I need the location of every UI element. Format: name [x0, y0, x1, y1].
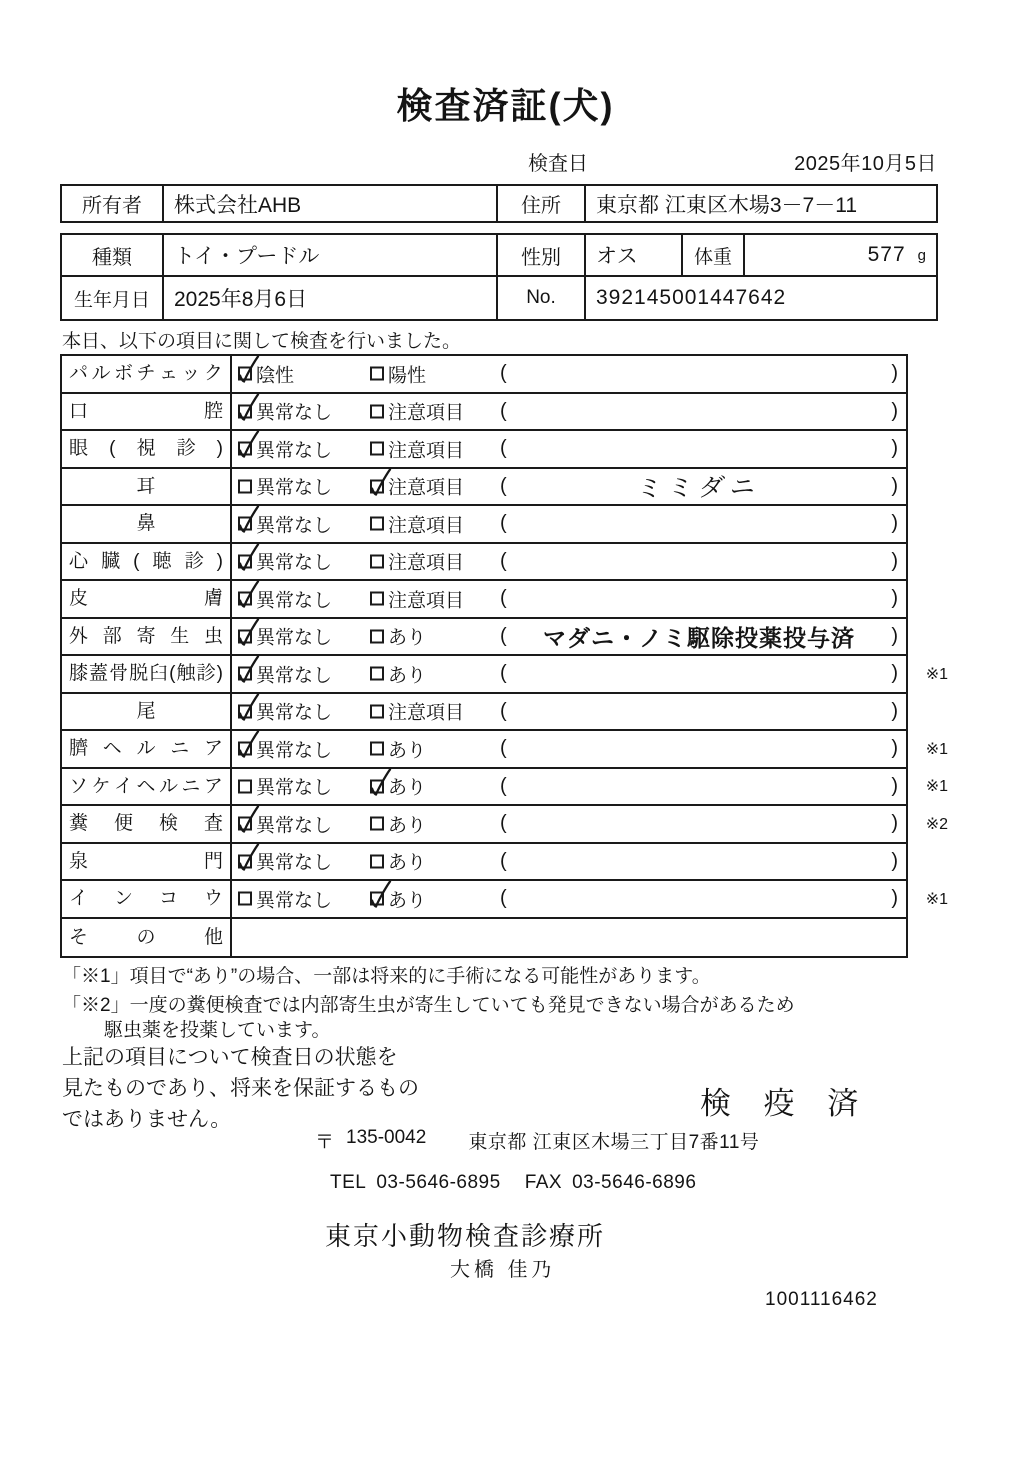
exam-row	[62, 806, 948, 844]
exam-option-label: 異常なし	[256, 552, 333, 574]
fax-label: FAX	[524, 1172, 563, 1193]
exam-row-body	[232, 731, 906, 767]
breed-row	[62, 235, 936, 277]
exam-remarks	[500, 619, 898, 655]
number-value: 392145001447642	[596, 286, 787, 309]
handwritten-check-icon	[235, 355, 262, 388]
exam-option-label: 異常なし	[256, 665, 333, 687]
paren-close: )	[891, 474, 898, 497]
inspection-date-line	[0, 147, 1011, 175]
reference-mark: ※1	[925, 778, 948, 796]
paren-open: (	[500, 399, 507, 422]
handwritten-check-icon	[235, 805, 262, 838]
weight-label: 体重	[683, 235, 745, 275]
exam-option-1	[238, 473, 332, 500]
paren-open: (	[500, 437, 507, 460]
checkbox-icon	[370, 592, 384, 606]
exam-table	[60, 354, 948, 958]
checkbox-icon	[238, 779, 252, 793]
exam-option-2	[370, 735, 426, 762]
exam-row	[62, 694, 906, 732]
exam-remarks	[500, 731, 898, 767]
paren-open: (	[500, 887, 507, 910]
exam-option-1	[238, 660, 332, 687]
remark-text: ミミダニ	[634, 473, 763, 504]
exam-row	[62, 394, 906, 432]
reference-mark: ※1	[925, 665, 948, 683]
exam-remarks	[500, 431, 898, 467]
exam-option-label: あり	[388, 890, 427, 912]
exam-option-2	[370, 773, 426, 800]
exam-item-label: 泉 門	[62, 844, 232, 880]
remark-text: マダニ・ノミ駆除投薬投与済	[543, 624, 855, 651]
exam-option-2	[370, 698, 464, 725]
checkbox-icon	[370, 667, 384, 681]
exam-option-1	[238, 623, 332, 650]
exam-option-label: 異常なし	[256, 740, 333, 762]
intro-text: 本日、以下の項目に関して検査を行いました。	[62, 331, 462, 352]
inspection-date-label: 検査日	[528, 153, 588, 175]
checkbox-icon	[370, 854, 384, 868]
checkbox-icon	[370, 629, 384, 643]
exam-option-2	[370, 585, 464, 612]
paren-open: (	[500, 474, 507, 497]
exam-row	[62, 919, 906, 957]
exam-item-label: 外 部 寄 生 虫	[62, 619, 232, 655]
exam-row-body	[232, 431, 906, 467]
exam-option-1	[238, 810, 332, 837]
exam-option-1	[238, 435, 332, 462]
exam-option-label: 注意項目	[388, 702, 465, 724]
postal-code: 135-0042	[346, 1127, 427, 1148]
checkbox-checked-icon	[238, 629, 252, 643]
sex-label: 性別	[498, 235, 586, 275]
checkbox-checked-icon	[238, 554, 252, 568]
checkbox-checked-icon	[238, 742, 252, 756]
exam-remarks	[500, 694, 898, 730]
handwritten-check-icon	[235, 692, 262, 725]
disclaimer-line-3: ではありません。	[62, 1108, 232, 1131]
exam-row	[62, 656, 948, 694]
exam-item-label: ソ ケ イ ヘ ル ニ ア	[62, 769, 232, 805]
footnote-1: 「※1」項目で“あり”の場合、一部は将来的に手術になる可能性があります。	[62, 966, 711, 987]
exam-item-label: 鼻	[62, 506, 232, 542]
exam-option-label: あり	[388, 665, 427, 687]
clinic-address: 東京都 江東区木場三丁目7番11号	[468, 1132, 760, 1153]
checkbox-checked-icon	[370, 892, 384, 906]
weight-value-cell	[745, 235, 936, 275]
exam-remarks	[500, 469, 898, 505]
exam-row-body	[232, 469, 906, 505]
exam-option-2	[370, 623, 426, 650]
handwritten-check-icon	[235, 430, 262, 463]
checkbox-icon	[370, 704, 384, 718]
footnote-2-line1: 「※2」一度の糞便検査では内部寄生虫が寄生していても発見できない場合があるため	[62, 995, 795, 1016]
exam-remarks	[500, 806, 898, 842]
tel-label: TEL	[330, 1172, 367, 1193]
exam-option-2	[370, 810, 426, 837]
checkbox-checked-icon	[238, 404, 252, 418]
paren-close: )	[891, 549, 898, 572]
exam-row-body	[232, 394, 906, 430]
owner-row	[62, 186, 936, 221]
birth-row	[62, 277, 936, 319]
paren-open: (	[500, 587, 507, 610]
checkbox-checked-icon	[238, 704, 252, 718]
owner-label: 所有者	[62, 186, 164, 221]
exam-option-1	[238, 510, 332, 537]
exam-row-body	[232, 506, 906, 542]
inspection-date-value: 2025年10月5日	[794, 153, 937, 175]
exam-row	[62, 844, 906, 882]
exam-option-1	[238, 548, 332, 575]
clinic-contact-line	[330, 1172, 696, 1194]
paren-open: (	[500, 699, 507, 722]
paren-close: )	[891, 587, 898, 610]
exam-option-label: 注意項目	[388, 477, 465, 499]
paren-close: )	[891, 812, 898, 835]
checkbox-icon	[370, 517, 384, 531]
exam-option-label: 注意項目	[388, 515, 465, 537]
checkbox-icon	[370, 442, 384, 456]
checkbox-checked-icon	[238, 367, 252, 381]
exam-option-label: 注意項目	[388, 402, 465, 424]
exam-option-label: 異常なし	[256, 702, 333, 724]
weight-unit: g	[917, 246, 926, 264]
exam-row	[62, 769, 948, 807]
paren-open: (	[500, 774, 507, 797]
exam-row	[62, 544, 906, 582]
tel-number: 03-5646-6895	[376, 1172, 501, 1193]
handwritten-check-icon	[235, 730, 262, 763]
exam-option-label: 異常なし	[256, 890, 333, 912]
checkbox-icon	[238, 479, 252, 493]
exam-row	[62, 731, 948, 769]
exam-remarks	[500, 356, 898, 392]
exam-option-1	[238, 735, 332, 762]
exam-option-2	[370, 360, 426, 387]
clinic-name: 東京小動物検査診療所	[325, 1221, 606, 1251]
paren-open: (	[500, 849, 507, 872]
serial-number: 1001116462	[765, 1289, 878, 1310]
exam-row-body	[232, 881, 906, 917]
paren-close: )	[891, 362, 898, 385]
paren-close: )	[891, 624, 898, 647]
checkbox-icon	[370, 742, 384, 756]
checkbox-icon	[370, 404, 384, 418]
exam-item-label: イ ン コ ウ	[62, 881, 232, 917]
exam-option-label: 陰性	[256, 365, 295, 387]
exam-option-label: 注意項目	[388, 440, 465, 462]
exam-option-2	[370, 660, 426, 687]
exam-remarks	[500, 581, 898, 617]
exam-option-label: あり	[388, 815, 427, 837]
exam-item-label: パ ル ボ チ ェ ッ ク	[62, 356, 232, 392]
handwritten-check-icon	[367, 767, 394, 800]
paren-open: (	[500, 512, 507, 535]
exam-option-2	[370, 848, 426, 875]
handwritten-check-icon	[235, 392, 262, 425]
exam-option-label: 異常なし	[256, 777, 333, 799]
paren-close: )	[891, 662, 898, 685]
reference-mark: ※2	[925, 815, 948, 833]
birth-label: 生年月日	[62, 277, 164, 319]
paren-open: (	[500, 812, 507, 835]
handwritten-check-icon	[235, 580, 262, 613]
paren-close: )	[891, 774, 898, 797]
paren-close: )	[891, 849, 898, 872]
exam-item-label: そ の 他	[62, 919, 232, 957]
exam-option-label: 異常なし	[256, 477, 333, 499]
sex-value: オス	[586, 235, 683, 275]
exam-option-1	[238, 360, 294, 387]
disclaimer-text	[62, 1042, 419, 1135]
exam-item-label: 眼 ( 視 診 )	[62, 431, 232, 467]
reference-mark: ※1	[925, 740, 948, 758]
exam-item-label: 尾	[62, 694, 232, 730]
disclaimer-line-2: 見たものであり、将来を保証するもの	[62, 1077, 419, 1100]
exam-option-label: 異常なし	[256, 815, 333, 837]
exam-option-label: あり	[388, 627, 427, 649]
exam-row-body	[232, 769, 906, 805]
exam-option-label: 異常なし	[256, 440, 333, 462]
handwritten-check-icon	[367, 467, 394, 500]
exam-option-1	[238, 773, 332, 800]
exam-option-label: 異常なし	[256, 590, 333, 612]
exam-item-label: 皮 膚	[62, 581, 232, 617]
paren-open: (	[500, 737, 507, 760]
paren-close: )	[891, 512, 898, 535]
address-value: 東京都 江東区木場3－7－11	[596, 193, 857, 217]
exam-row	[62, 581, 906, 619]
exam-item-label: 臍 ヘ ル ニ ア	[62, 731, 232, 767]
exam-remarks	[500, 544, 898, 580]
number-label: No.	[498, 277, 586, 319]
checkbox-checked-icon	[238, 442, 252, 456]
paren-close: )	[891, 399, 898, 422]
exam-item-label: 口 腔	[62, 394, 232, 430]
reference-mark: ※1	[925, 890, 948, 908]
paren-close: )	[891, 887, 898, 910]
checkbox-checked-icon	[238, 592, 252, 606]
exam-row-body	[232, 694, 906, 730]
exam-row	[62, 881, 948, 919]
paren-close: )	[891, 699, 898, 722]
exam-option-1	[238, 698, 332, 725]
exam-row-body	[232, 806, 906, 842]
quarantine-stamp: 検 疫 済	[700, 1086, 871, 1121]
exam-row	[62, 356, 906, 394]
exam-option-label: あり	[388, 777, 427, 799]
checkbox-checked-icon	[238, 667, 252, 681]
checkbox-icon	[370, 367, 384, 381]
exam-option-label: 異常なし	[256, 402, 333, 424]
exam-item-label: 糞 便 検 査	[62, 806, 232, 842]
exam-item-label: 心 臓 ( 聴 診 )	[62, 544, 232, 580]
paren-open: (	[500, 624, 507, 647]
exam-remarks	[500, 506, 898, 542]
birth-value: 2025年8月6日	[164, 277, 498, 319]
animal-info-table	[60, 233, 938, 321]
exam-option-1	[238, 885, 332, 912]
handwritten-check-icon	[235, 505, 262, 538]
owner-table	[60, 184, 938, 223]
page-title: 検査済証(犬)	[396, 85, 615, 126]
footnote-2-line2: 駆虫薬を投薬しています。	[104, 1020, 331, 1041]
checkbox-icon	[370, 554, 384, 568]
exam-option-label: 異常なし	[256, 515, 333, 537]
exam-remarks	[500, 881, 898, 917]
exam-option-label: 異常なし	[256, 627, 333, 649]
exam-row	[62, 619, 906, 657]
exam-item-label: 膝 蓋 骨 脱 臼 ( 触 診 )	[62, 656, 232, 692]
exam-row-body	[232, 581, 906, 617]
exam-option-label: 注意項目	[388, 552, 465, 574]
breed-value: トイ・プードル	[164, 235, 498, 275]
exam-remarks	[500, 656, 898, 692]
paren-close: )	[891, 737, 898, 760]
paren-open: (	[500, 362, 507, 385]
paren-close: )	[891, 437, 898, 460]
exam-row-body	[232, 919, 906, 957]
exam-row	[62, 506, 906, 544]
exam-option-label: 注意項目	[388, 590, 465, 612]
paren-open: (	[500, 549, 507, 572]
exam-remarks	[500, 844, 898, 880]
exam-row-body	[232, 356, 906, 392]
disclaimer-line-1: 上記の項目について検査日の状態を	[62, 1046, 398, 1069]
exam-option-2	[370, 398, 464, 425]
handwritten-check-icon	[235, 542, 262, 575]
exam-option-label: 陽性	[388, 365, 427, 387]
exam-option-label: あり	[388, 852, 427, 874]
checkbox-checked-icon	[370, 479, 384, 493]
handwritten-check-icon	[235, 842, 262, 875]
exam-row-body	[232, 844, 906, 880]
handwritten-check-icon	[367, 880, 394, 913]
handwritten-check-icon	[235, 655, 262, 688]
owner-value: 株式会社AHB	[164, 186, 498, 221]
fax-number: 03-5646-6896	[572, 1172, 697, 1193]
exam-row-body	[232, 544, 906, 580]
exam-row	[62, 469, 906, 507]
exam-option-label: あり	[388, 740, 427, 762]
exam-row-body	[232, 619, 906, 655]
exam-option-1	[238, 848, 332, 875]
checkbox-checked-icon	[238, 517, 252, 531]
checkbox-checked-icon	[238, 854, 252, 868]
exam-option-1	[238, 398, 332, 425]
paren-open: (	[500, 662, 507, 685]
exam-option-2	[370, 548, 464, 575]
exam-option-label: 異常なし	[256, 852, 333, 874]
checkbox-icon	[238, 892, 252, 906]
checkbox-checked-icon	[238, 817, 252, 831]
exam-option-2	[370, 885, 426, 912]
exam-row	[62, 431, 906, 469]
exam-option-2	[370, 510, 464, 537]
exam-option-2	[370, 435, 464, 462]
address-label: 住所	[498, 186, 586, 221]
weight-value: 577	[867, 243, 906, 266]
exam-remarks	[500, 394, 898, 430]
veterinarian-name: 大橋 佳乃	[450, 1259, 556, 1281]
handwritten-check-icon	[235, 617, 262, 650]
postal-mark-icon: 〒	[315, 1132, 335, 1153]
checkbox-icon	[370, 817, 384, 831]
clinic-address-line	[315, 1127, 759, 1154]
breed-label: 種類	[62, 235, 164, 275]
exam-remarks	[500, 769, 898, 805]
exam-option-2	[370, 473, 464, 500]
exam-item-label: 耳	[62, 469, 232, 505]
checkbox-checked-icon	[370, 779, 384, 793]
exam-option-1	[238, 585, 332, 612]
exam-row-body	[232, 656, 906, 692]
